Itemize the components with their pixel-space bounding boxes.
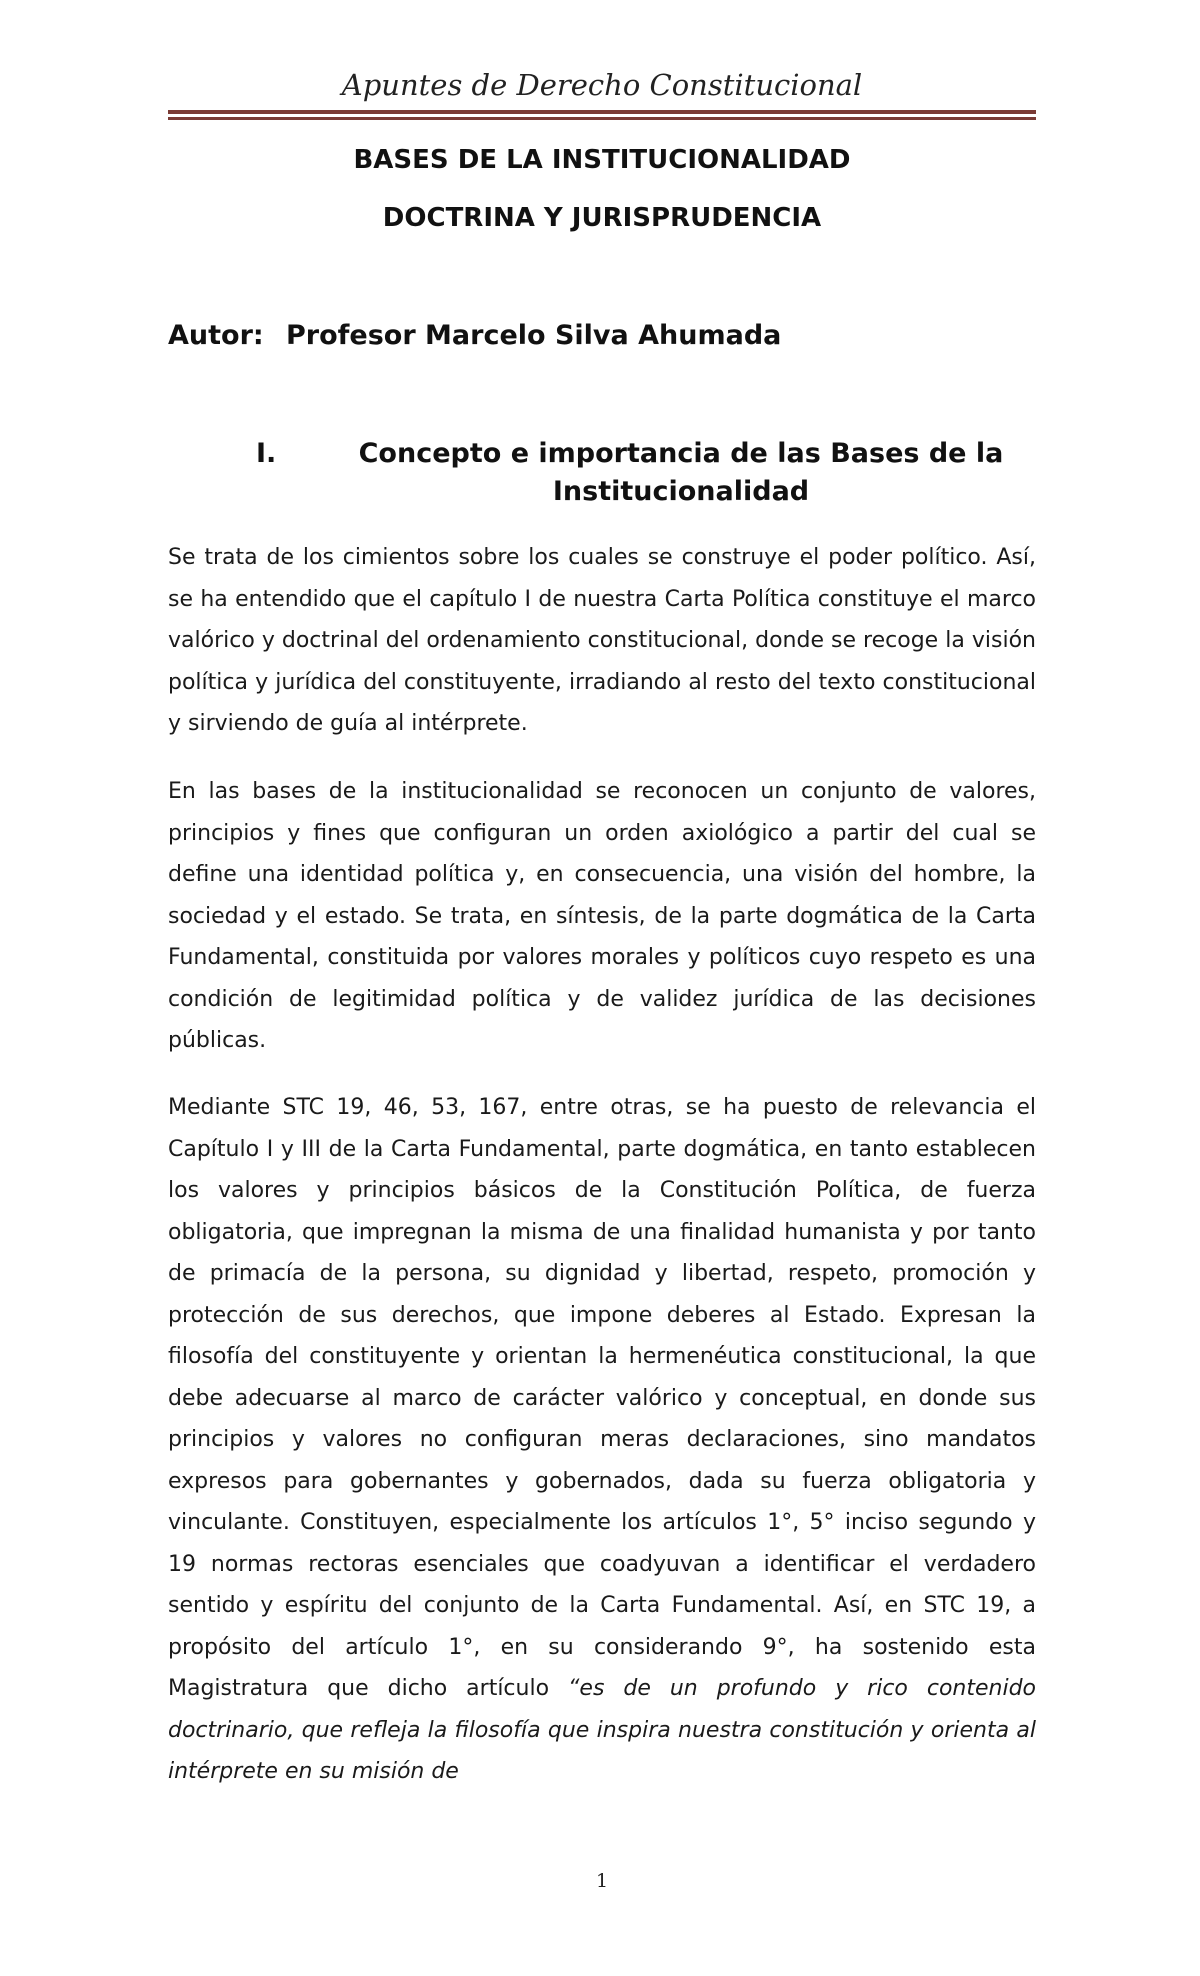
paragraph-1	[168, 537, 1036, 745]
running-header: Apuntes de Derecho Constitucional	[341, 68, 863, 102]
paragraph-body: Mediante STC 19, 46, 53, 167, entre otras, se ha puesto de relevancia el Capítulo I y III de la Carta Fundamental, parte dogmática, en tanto establecen los valores y principios básicos de la Constitución Política, de fuerza obligatoria, que impregnan la misma de una finalidad humanista y por tanto de primacía de la persona, su dignidad y libertad, respeto, promoción y protección de sus derechos, que impone deberes al Estado. Expresan la filosofía del constituyente y orientan la hermenéutica constitucional, la que debe adecuarse al marco de carácter valórico y conceptual, en donde sus principios y valores no configuran meras declaraciones, sino mandatos expresos para gobernantes y gobernados, dada su fuerza obligatoria y vinculante. Constituyen, especialmente los artículos 1°, 5° inciso segundo y 19 normas rectoras esenciales que coadyuvan a identificar el verdadero sentido y espíritu del conjunto de la Carta Fundamental. Así, en STC 19, a propósito del artículo 1°, en su considerando 9°, ha sostenido esta Magistratura que dicho artículo	[168, 1095, 1036, 1701]
section-heading	[168, 435, 1036, 511]
section-number: I.	[256, 438, 277, 469]
author-line	[168, 320, 781, 351]
author-name: Profesor Marcelo Silva Ahumada	[286, 320, 782, 351]
document-subtitle: DOCTRINA Y JURISPRUDENCIA	[382, 203, 822, 233]
header-rule	[168, 110, 1036, 120]
paragraph-3	[168, 1087, 1036, 1793]
page-number: 1	[595, 1870, 609, 1892]
document-title: BASES DE LA INSTITUCIONALIDAD	[353, 145, 851, 175]
author-label: Autor:	[168, 320, 264, 351]
paragraph-text: Se trata de los cimientos sobre los cuales se construye el poder político. Así, se ha entendido que el capítulo I de nuestra Carta Política constituye el marco valórico y doctrinal del ordenamiento constitucional, donde se recoge la visión política y jurídica del constituyente, irradiando al resto del texto constitucional y sirviendo de guía al intérprete.	[168, 545, 1036, 736]
paragraph-text: En las bases de la institucionalidad se reconocen un conjunto de valores, principios y fines que configuran un orden axiológico a partir del cual se define una identidad política y, en consecuencia, una visión del hombre, la sociedad y el estado. Se trata, en síntesis, de la parte dogmática de la Carta Fundamental, constituida por valores morales y políticos cuyo respeto es una condición de legitimidad política y de validez jurídica de las decisiones públicas.	[168, 779, 1036, 1053]
section-title: Concepto e importancia de las Bases de la Institucionalidad	[358, 438, 1004, 507]
paragraph-2	[168, 771, 1036, 1062]
quote-fragment: “es de un profundo y rico contenido doctrinario, que refleja la filosofía que inspira nuestra constitución y orienta al intérprete en su misión de	[168, 1676, 1036, 1784]
paragraph-text	[168, 1087, 1036, 1793]
